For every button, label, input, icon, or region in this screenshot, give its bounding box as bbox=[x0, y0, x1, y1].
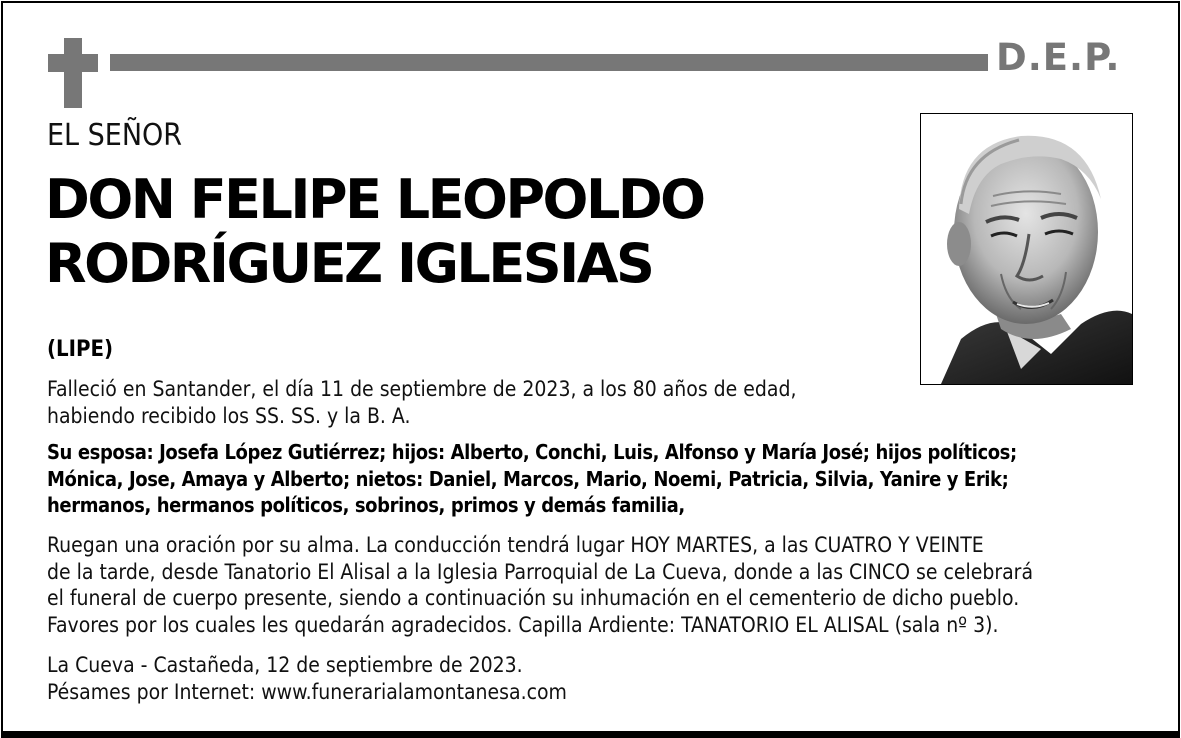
honorific: EL SEÑOR bbox=[47, 118, 183, 153]
death-notice bbox=[47, 376, 797, 429]
funeral-details bbox=[47, 532, 1033, 638]
funeral-line: Favores por los cuales les quedarán agradecidos. Capilla Ardiente: TANATORIO EL ALISAL (sala nº 3). bbox=[47, 612, 999, 637]
deceased-name-line-2: RODRÍGUEZ IGLESIAS bbox=[45, 232, 653, 295]
deceased-name-line-1: DON FELIPE LEOPOLDO bbox=[45, 168, 704, 231]
death-notice-line: Falleció en Santander, el día 11 de septiembre de 2023, a los 80 años de edad, bbox=[47, 377, 797, 401]
death-notice-line: habiendo recibido los SS. SS. y la B. A. bbox=[47, 403, 411, 428]
latin-cross-icon bbox=[48, 38, 98, 108]
family-list bbox=[47, 439, 1017, 519]
funeral-line: Ruegan una oración por su alma. La conducción tendrá lugar HOY MARTES, a las CUATRO Y VEINTE bbox=[47, 533, 984, 557]
place-date: La Cueva - Castañeda, 12 de septiembre de 2023. bbox=[47, 653, 523, 677]
portrait-photo bbox=[920, 113, 1133, 385]
deceased-name bbox=[45, 168, 704, 296]
family-line: Mónica, Jose, Amaya y Alberto; nietos: Daniel, Marcos, Mario, Noemi, Patricia, Silvia, Yanire y Erik; bbox=[47, 466, 1009, 491]
dep-label: D.E.P. bbox=[996, 36, 1121, 79]
condolences-url: Pésames por Internet: www.funerarialamontanesa.com bbox=[47, 679, 567, 704]
header-rule bbox=[110, 54, 988, 71]
nickname: (LIPE) bbox=[47, 337, 114, 362]
funeral-line: el funeral de cuerpo presente, siendo a continuación su inhumación en el cementerio de dicho pueblo. bbox=[47, 586, 1020, 610]
footer bbox=[47, 652, 567, 705]
family-line: hermanos, hermanos políticos, sobrinos, primos y demás familia, bbox=[47, 493, 685, 517]
family-line: Su esposa: Josefa López Gutiérrez; hijos: Alberto, Conchi, Luis, Alfonso y María José; hijos políticos; bbox=[47, 440, 1017, 464]
funeral-line: de la tarde, desde Tanatorio El Alisal a la Iglesia Parroquial de La Cueva, donde a las CINCO se celebrará bbox=[47, 559, 1034, 584]
portrait-image bbox=[921, 114, 1132, 384]
